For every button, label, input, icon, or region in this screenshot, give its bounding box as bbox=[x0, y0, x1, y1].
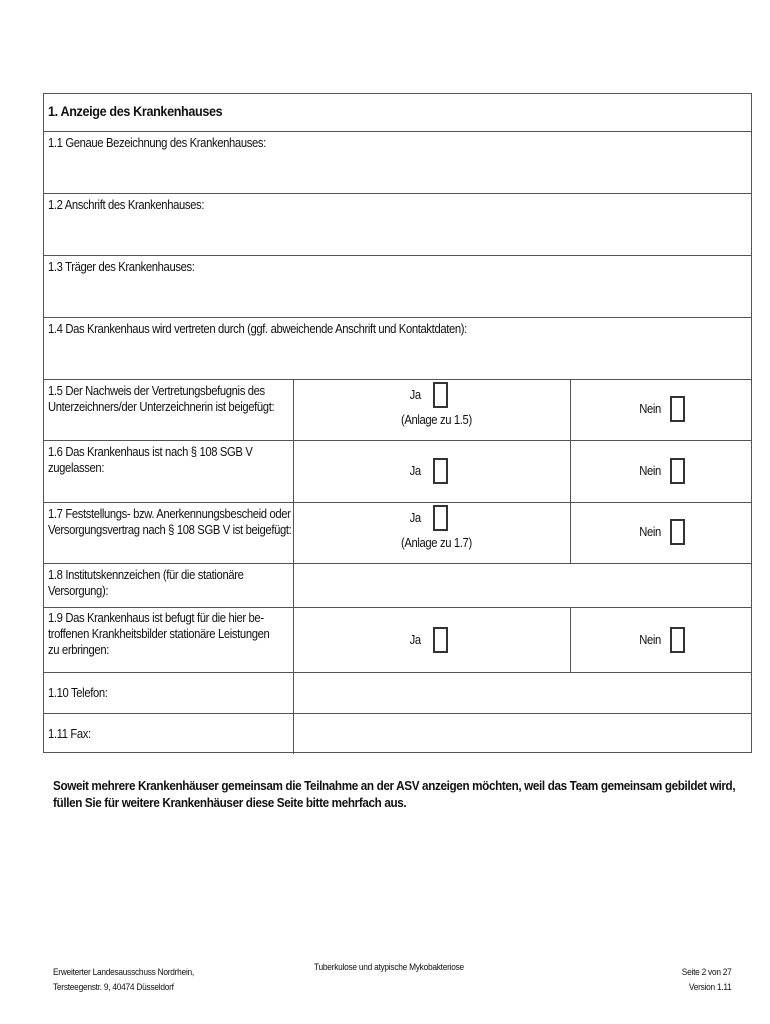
ja-label: Ja bbox=[409, 388, 421, 402]
contract-ja-option[interactable] bbox=[409, 505, 448, 531]
form-title-row bbox=[44, 94, 751, 132]
form-title: 1. Anzeige des Krankenhauses bbox=[48, 103, 223, 119]
ja-label: Ja bbox=[409, 633, 421, 647]
inpatient-nein-checkbox[interactable] bbox=[670, 627, 685, 653]
row-authorization-proof bbox=[44, 380, 751, 441]
row-institution-code bbox=[44, 564, 751, 608]
contract-nein-option[interactable] bbox=[638, 519, 685, 545]
contract-nein-checkbox[interactable] bbox=[670, 519, 685, 545]
column-divider bbox=[293, 380, 294, 440]
authorization-nein-option[interactable] bbox=[638, 396, 685, 422]
column-divider bbox=[293, 503, 294, 563]
field-hospital-name-label: 1.1 Genaue Bezeichnung des Krankenhauses: bbox=[48, 136, 266, 150]
field-hospital-representative[interactable] bbox=[44, 318, 751, 380]
hospital-form-table bbox=[43, 93, 752, 753]
inpatient-authorization-label: 1.9 Das Krankenhaus ist befugt für die hier be- troffenen Krankheitsbilder stationäre Leistungen zu erbringen: bbox=[48, 611, 270, 657]
field-hospital-representative-label: 1.4 Das Krankenhaus wird vertreten durch (ggf. abweichende Anschrift und Kontaktdaten): bbox=[48, 322, 467, 336]
institution-code-label: 1.8 Institutskennzeichen (für die stationäre Versorgung): bbox=[48, 568, 244, 598]
admission-nein-checkbox[interactable] bbox=[670, 458, 685, 484]
nein-label: Nein bbox=[639, 464, 661, 478]
fax-input[interactable] bbox=[294, 714, 751, 754]
nein-label: Nein bbox=[639, 633, 661, 647]
nein-label: Nein bbox=[639, 402, 661, 416]
admission-nein-option[interactable] bbox=[638, 458, 685, 484]
row-inpatient-authorization bbox=[44, 608, 751, 673]
authorization-ja-checkbox[interactable] bbox=[433, 382, 448, 408]
field-hospital-name[interactable] bbox=[44, 132, 751, 194]
row-contract-attached bbox=[44, 503, 751, 564]
inpatient-nein-option[interactable] bbox=[638, 627, 685, 653]
authorization-nein-checkbox[interactable] bbox=[670, 396, 685, 422]
contract-attached-label: 1.7 Feststellungs- bzw. Anerkennungsbescheid oder Versorgungsvertrag nach § 108 SGB V ist beigefügt: bbox=[48, 507, 292, 537]
column-divider bbox=[293, 441, 294, 502]
authorization-ja-option[interactable] bbox=[409, 382, 448, 408]
inpatient-ja-checkbox[interactable] bbox=[433, 627, 448, 653]
phone-label: 1.10 Telefon: bbox=[48, 686, 108, 700]
admission-108-label: 1.6 Das Krankenhaus ist nach § 108 SGB V zugelassen: bbox=[48, 445, 253, 475]
institution-code-input[interactable] bbox=[294, 564, 751, 607]
ja-label: Ja bbox=[409, 511, 421, 525]
column-divider bbox=[570, 380, 571, 440]
field-hospital-address[interactable] bbox=[44, 194, 751, 256]
multiple-hospitals-notice: Soweit mehrere Krankenhäuser gemeinsam die Teilnahme an der ASV anzeigen möchten, weil das Team gemeinsam gebildet wird, füllen Sie für weitere Krankenhäuser diese Seite bitte mehrfach aus. bbox=[53, 778, 736, 810]
authorization-proof-label: 1.5 Der Nachweis der Vertretungsbefugnis des Unterzeichners/der Unterzeichnerin ist beigefügt: bbox=[48, 384, 275, 414]
column-divider bbox=[570, 608, 571, 672]
admission-ja-checkbox[interactable] bbox=[433, 458, 448, 484]
contract-ja-checkbox[interactable] bbox=[433, 505, 448, 531]
row-admission-108 bbox=[44, 441, 751, 503]
field-hospital-operator-label: 1.3 Träger des Krankenhauses: bbox=[48, 260, 195, 274]
ja-label: Ja bbox=[409, 464, 421, 478]
footer-address: Erweiterter Landesausschuss Nordrhein, Tersteegenstr. 9, 40474 Düsseldorf bbox=[53, 967, 194, 993]
field-hospital-address-label: 1.2 Anschrift des Krankenhauses: bbox=[48, 198, 205, 212]
anlage-1-7-note: (Anlage zu 1.7) bbox=[400, 536, 472, 550]
inpatient-ja-option[interactable] bbox=[409, 627, 448, 653]
footer-topic: Tuberkulose und atypische Mykobakteriose bbox=[314, 962, 464, 973]
fax-label: 1.11 Fax: bbox=[48, 727, 91, 741]
anlage-1-5-note: (Anlage zu 1.5) bbox=[400, 413, 472, 427]
column-divider bbox=[570, 441, 571, 502]
column-divider bbox=[293, 608, 294, 672]
column-divider bbox=[570, 503, 571, 563]
field-hospital-operator[interactable] bbox=[44, 256, 751, 318]
admission-ja-option[interactable] bbox=[409, 458, 448, 484]
row-fax bbox=[44, 714, 751, 754]
nein-label: Nein bbox=[639, 525, 661, 539]
row-phone bbox=[44, 673, 751, 714]
phone-input[interactable] bbox=[294, 673, 751, 713]
footer-page-info: Seite 2 von 27 Version 1.11 bbox=[682, 967, 732, 993]
